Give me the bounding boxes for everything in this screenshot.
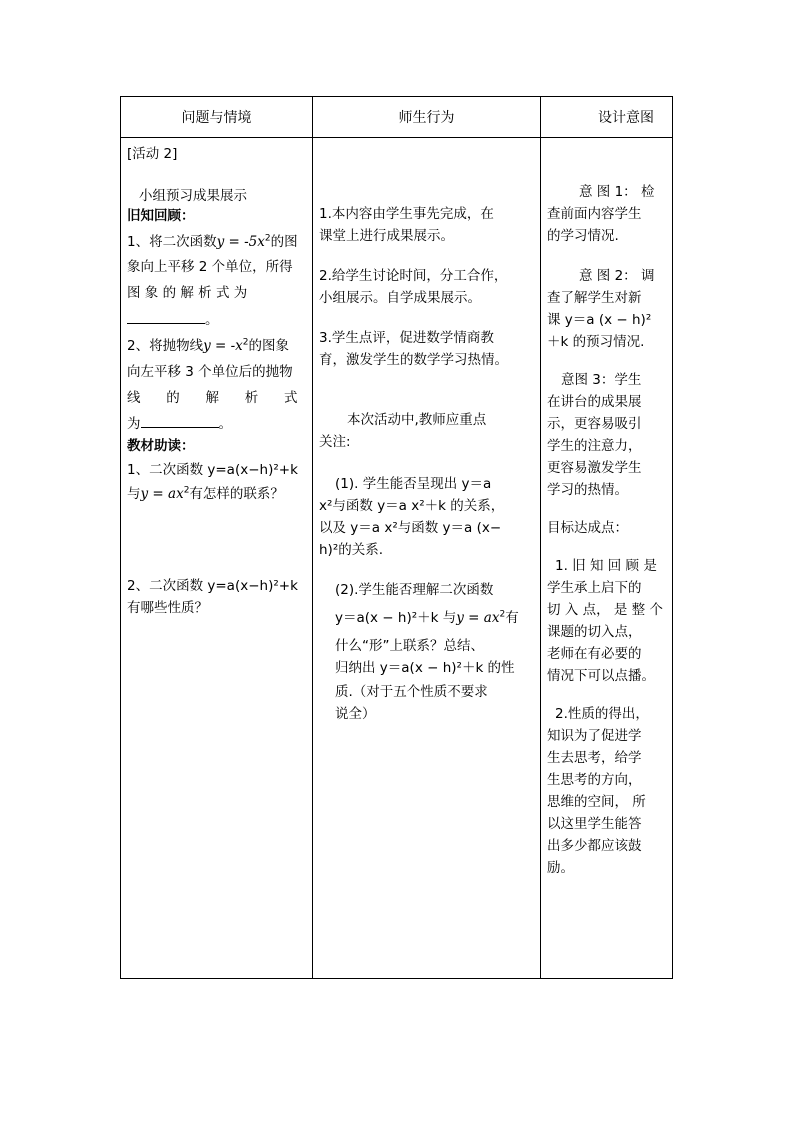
header-design-intent: 设计意图 xyxy=(598,110,654,126)
math-expression: y = ax xyxy=(140,486,184,502)
goal-1-line-5: 老师在有必要的 xyxy=(547,646,642,662)
question-1-line-2: 象向上平移 2 个单位，所得 xyxy=(127,259,293,275)
math-expression: y = -5x xyxy=(216,234,265,250)
question-2-answer: 为 。 xyxy=(127,412,232,432)
answer-blank xyxy=(141,413,219,428)
focus-2-line-3: 什么“形”上联系？总结、 xyxy=(335,638,484,654)
goal-2-line-5: 思维的空间， 所 xyxy=(547,794,646,810)
focus-2-line-1: (2).学生能否理解二次函数 xyxy=(335,582,494,598)
goal-1-line-3: 切 入 点， 是 整 个 xyxy=(547,602,663,618)
goal-1-line-1: 1. 旧 知 回 顾 是 xyxy=(555,558,657,574)
column-teacher-student xyxy=(313,138,540,978)
intent-3-line-5: 更容易激发学生 xyxy=(547,460,642,476)
intent-1-line-3: 的学习情况. xyxy=(547,228,619,244)
intent-2-line-4: ＋k 的预习情况. xyxy=(547,334,645,350)
focus-2-line-6: 说全） xyxy=(335,706,376,722)
review-heading: 旧知回顾： xyxy=(127,208,195,224)
behavior-2-line-1: 2.给学生讨论时间，分工合作， xyxy=(319,268,508,284)
goal-2-line-7: 出多少都应该鼓 xyxy=(547,838,642,854)
math-expression: y = -x xyxy=(203,338,243,354)
goal-1-line-2: 学生承上启下的 xyxy=(547,580,642,596)
activity-label: [活动 2] xyxy=(127,146,178,162)
focus-intro-line-1: 本次活动中,教师应重点 xyxy=(347,412,487,428)
behavior-3-line-2: 育，激发学生的数学学习热情。 xyxy=(319,352,508,368)
intent-1-line-2: 查前面内容学生 xyxy=(547,206,642,222)
textbook-question-2-line-2: 有哪些性质？ xyxy=(127,600,208,616)
focus-1-line-1: (1). 学生能否呈现出 y＝a xyxy=(335,476,492,492)
textbook-question-1-line-1: 1、二次函数 y=a(x−h)²+k xyxy=(127,462,298,478)
lesson-plan-table xyxy=(120,96,673,979)
goal-heading: 目标达成点： xyxy=(547,520,628,536)
goal-2-line-4: 生思考的方向， xyxy=(547,772,642,788)
intent-1-line-1: 意 图 1： 检 xyxy=(579,184,655,200)
question-1-answer: 。 xyxy=(127,308,219,328)
question-2-line-2: 向左平移 3 个单位后的抛物 xyxy=(127,364,293,380)
textbook-question-2-line-1: 2、二次函数 y=a(x−h)²+k xyxy=(127,578,298,594)
goal-1-line-6: 情况下可以点播。 xyxy=(547,668,655,684)
intent-3-line-4: 学生的注意力， xyxy=(547,438,642,454)
intent-3-line-6: 学习的热情。 xyxy=(547,482,628,498)
focus-2-line-5: 质.（对于五个性质不要求 xyxy=(335,684,488,700)
goal-2-line-8: 励。 xyxy=(547,860,574,876)
question-2-line-3: 线 的 解 析 式 xyxy=(127,390,298,406)
textbook-question-1-line-2: 与$y = ax^2$有怎样的联系？ xyxy=(127,485,284,502)
intent-3-line-1: 意图 3：学生 xyxy=(561,372,642,388)
goal-1-line-4: 课题的切入点， xyxy=(547,624,642,640)
behavior-3-line-1: 3.学生点评，促进数学情商教 xyxy=(319,330,494,346)
question-1-line-3: 图 象 的 解 析 式 为 xyxy=(127,285,248,301)
behavior-2-line-2: 小组展示。自学成果展示。 xyxy=(319,290,481,306)
focus-1-line-2: x²与函数 y＝a x²＋k 的关系， xyxy=(319,498,505,514)
column-design-intent xyxy=(541,138,672,978)
goal-2-line-2: 知识为了促进学 xyxy=(547,728,642,744)
intent-2-line-1: 意 图 2： 调 xyxy=(579,268,655,284)
header-teacher-student: 师生行为 xyxy=(398,110,455,126)
behavior-1-line-1: 1.本内容由学生事先完成，在 xyxy=(319,206,494,222)
intent-3-line-2: 在讲台的成果展 xyxy=(547,394,642,410)
math-expression: y = ax xyxy=(456,610,500,626)
behavior-1-line-2: 课堂上进行成果展示。 xyxy=(319,228,454,244)
focus-2-line-4: 归纳出 y＝a(x − h)²＋k 的性 xyxy=(335,660,515,676)
question-1-line-1: 1、将二次函数$y = -5x^2$的图 xyxy=(127,233,298,250)
goal-2-line-6: 以这里学生能答 xyxy=(547,816,642,832)
goal-2-line-3: 生去思考，给学 xyxy=(547,750,642,766)
column-problem-context xyxy=(121,138,312,978)
focus-1-line-3: 以及 y＝a x²与函数 y＝a (x− xyxy=(319,520,502,536)
focus-1-line-4: h)²的关系. xyxy=(319,542,384,558)
intent-2-line-2: 查了解学生对新 xyxy=(547,290,642,306)
goal-2-line-1: 2.性质的得出， xyxy=(555,706,649,722)
question-2-line-1: 2、将抛物线$y = -x^2$的图象 xyxy=(127,337,290,354)
answer-blank xyxy=(127,309,205,324)
focus-intro-line-2: 关注: xyxy=(319,434,351,450)
focus-2-line-2: y＝a(x − h)²＋k 与$y = ax^2$有 xyxy=(335,609,519,626)
header-problem-context: 问题与情境 xyxy=(181,110,252,126)
intent-3-line-3: 示，更容易吸引 xyxy=(547,416,642,432)
textbook-heading: 教材助读： xyxy=(127,438,195,454)
activity-subtitle: 小组预习成果展示 xyxy=(139,188,247,204)
intent-2-line-3: 课 y＝a (x − h)² xyxy=(547,312,652,328)
